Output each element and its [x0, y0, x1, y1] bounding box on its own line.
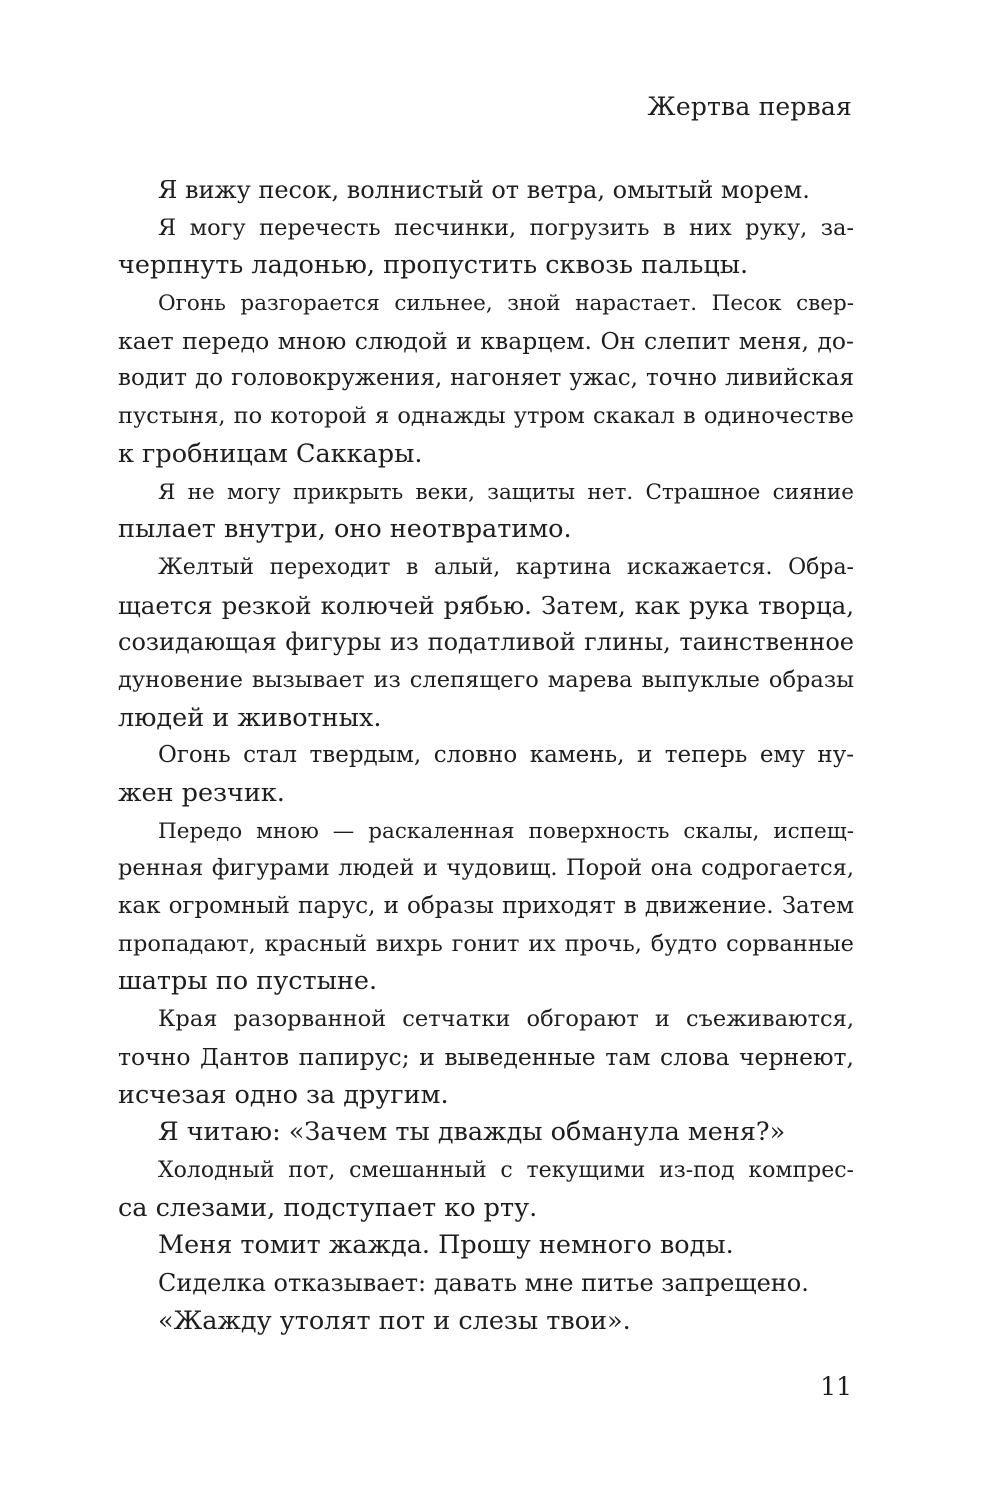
running-head: Жертва первая — [647, 92, 852, 121]
text-line: исчезая одно за другим. — [118, 1079, 449, 1110]
text-line: водит до головокружения, нагоняет ужас, точно ливийская — [118, 365, 854, 392]
text-line: пустыня, по которой я однажды утром скакал в одиночестве — [118, 403, 854, 430]
text-line: Холодный пот, смешанный с текущими из-под компрес- — [158, 1157, 854, 1183]
text-line: Огонь стал твердым, словно камень, и теперь ему ну- — [158, 742, 854, 769]
text-line: Я читаю: «Зачем ты дважды обманула меня?» — [158, 1117, 786, 1148]
text-line: дуновение вызывает из слепящего марева выпуклые образы — [118, 666, 854, 693]
text-line: черпнуть ладонью, пропустить сквозь пальцы. — [118, 250, 749, 281]
text-line: щается резкой колючей рябью. Затем, как рука творца, — [118, 590, 854, 620]
text-line: созидающая фигуры из податливой глины, таинственное — [118, 628, 854, 657]
text-line: Я вижу песок, волнистый от ветра, омытый морем. — [158, 176, 810, 204]
text-line: Я не могу прикрыть веки, защиты нет. Страшное сияние — [158, 479, 854, 505]
text-line: точно Дантов папирус; и выведенные там слова чернеют, — [118, 1042, 854, 1071]
body-text — [118, 172, 854, 1340]
text-line: ренная фигурами людей и чудовищ. Порой она содрогается, — [118, 855, 854, 882]
text-line: са слезами, подступает ко рту. — [118, 1192, 538, 1223]
text-line: как огромный парус, и образы приходят в движение. Затем — [118, 893, 854, 920]
text-line: кает передо мною слюдой и кварцем. Он слепит меня, до- — [118, 326, 854, 355]
text-line: Меня томит жажда. Прошу немного воды. — [158, 1230, 734, 1261]
text-line: к гробницам Саккары. — [118, 438, 423, 469]
text-line: Желтый переходит в алый, картина искажается. Обра- — [158, 554, 854, 580]
text-line: людей и животных. — [118, 702, 382, 733]
page-number: 11 — [820, 1372, 852, 1401]
text-line: пропадают, красный вихрь гонит их прочь, будто сорванные — [118, 930, 854, 957]
text-line: пылает внутри, оно неотвратимо. — [118, 514, 572, 545]
text-line: Сиделка отказывает: давать мне питье запрещено. — [158, 1268, 809, 1297]
text-line: Передо мною — раскаленная поверхность скалы, испещ- — [158, 818, 854, 844]
text-line: Огонь разгорается сильнее, зной нарастает. Песок свер- — [158, 291, 854, 317]
text-line: «Жажду утолят пот и слезы твои». — [158, 1305, 631, 1336]
text-line: Края разорванной сетчатки обгорают и съеживаются, — [158, 1006, 854, 1033]
text-line: шатры по пустыне. — [118, 966, 378, 997]
text-line: жен резчик. — [118, 778, 285, 808]
text-line: Я могу перечесть песчинки, погрузить в них руку, за- — [158, 214, 854, 241]
